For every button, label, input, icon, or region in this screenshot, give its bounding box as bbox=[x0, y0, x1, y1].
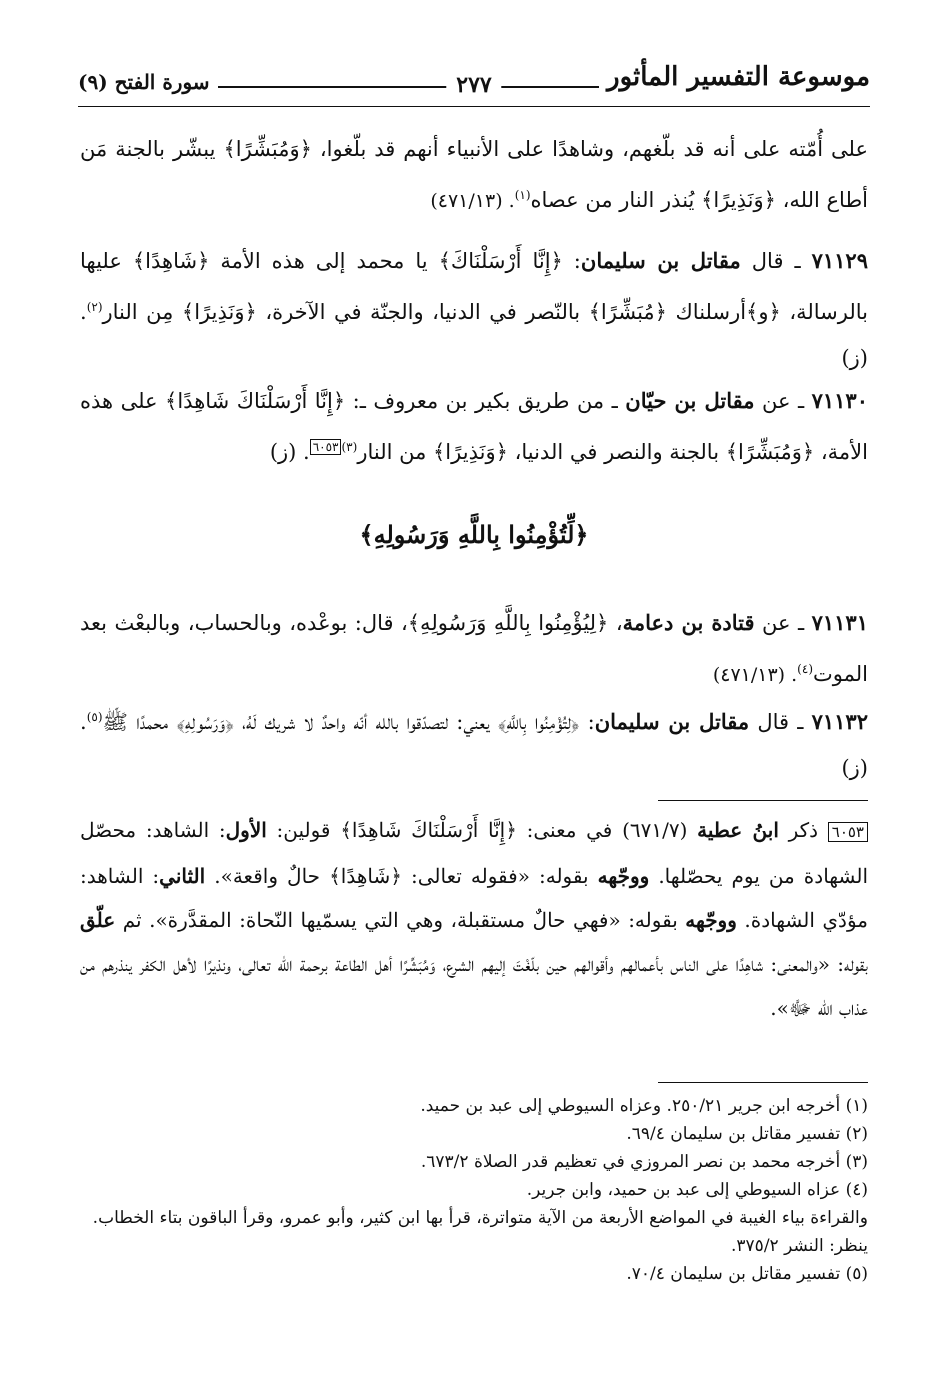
narration-connector: ـ قال bbox=[749, 710, 812, 734]
footnote-ref: (٥) bbox=[86, 710, 103, 724]
footnote-1: (١) أخرجه ابن جرير ٢٥٠/٢١. وعزاه السيوطي إلى عبد بن حميد. bbox=[420, 1096, 868, 1116]
note-text: : الشاهد: محصّل الشهادة من يوم يحصّلها. bbox=[80, 818, 869, 888]
surah-title: سورة الفتح (٩) bbox=[78, 70, 218, 94]
note-text: (٦٧١/٧) في معنى: ﴿إِنَّا أَرْسَلْنَاكَ شَاهِدًا﴾ قولين: bbox=[266, 818, 698, 842]
narration-text: ـ من طريق بكير بن معروف ـ: ﴿إِنَّا أَرْسَلْنَاكَ شَاهِدًا﴾ على هذه الأمة، ﴿وَمُبَشِّرًا﴾ بالجنة والنصر في الدنيا، ﴿وَنَذِيرًا﴾ من النار bbox=[80, 389, 868, 464]
footnote-4-continued: والقراءة بياء الغيبة في المواضع الأربعة من الآية متواترة، قرأ بها ابن كثير، وأبو عمرو، وقرأ الباقون بتاء الخطاب. ينظر: النشر ٣٧٥/٢. bbox=[92, 1208, 868, 1256]
narration-suffix: . (ز) bbox=[269, 440, 310, 464]
narration-71131 bbox=[80, 600, 868, 698]
narration-71129 bbox=[80, 238, 868, 381]
footnote-ref: (٤) bbox=[797, 662, 813, 676]
note-keyword: الأول bbox=[225, 818, 267, 842]
narration-text: : ﴿لِتُؤْمِنُوا بِاللَّهِ﴾ يعني: لتصدّقوا بالله أنّه واحدٌ لا شريك لَهُ، ﴿وَرَسُولِهِ﴾ محمدًا ﷺ bbox=[102, 710, 595, 734]
narration-connector: ـ عن bbox=[754, 611, 812, 635]
footnotes bbox=[80, 1092, 868, 1288]
narration-connector: ـ عن bbox=[754, 389, 812, 413]
narrator-name: قتادة بن دعامة bbox=[622, 610, 755, 635]
narration-71130 bbox=[80, 378, 868, 475]
footnote-ref: (١) bbox=[514, 188, 531, 202]
commentary-number-box: ٦٠٥٣ bbox=[828, 822, 868, 842]
narration-number: ٧١١٣١ bbox=[811, 610, 868, 635]
narration-text: ، ﴿لِيُؤْمِنُوا بِاللَّهِ وَرَسُولِهِ﴾، قال: بوعْده، وبالحساب، وبالبعْث بعد الموت bbox=[80, 611, 868, 686]
verse-heading: ﴿لِّتُؤْمِنُوا بِاللَّهِ وَرَسُولِهِ﴾ bbox=[359, 520, 589, 549]
volume-ref: . (٤٧١/١٣) bbox=[430, 190, 515, 212]
footnote-ref: (٢) bbox=[86, 300, 103, 314]
paragraph-text: على أُمّته على أنه قد بلّغهم، وشاهدًا على الأنبياء أنهم قد بلّغوا، ﴿وَمُبَشِّرًا﴾ يبشّر bbox=[172, 137, 868, 161]
note-keyword: ووجّهه bbox=[685, 908, 737, 932]
narrator-name: مقاتل بن سليمان bbox=[580, 248, 741, 273]
note-text: بقوله: «فهي حالٌ مستقبلة، وهي التي يسمّيها النّحاة: المقدَّرة». ثم bbox=[115, 908, 686, 932]
narration-connector: ـ قال bbox=[740, 249, 812, 273]
narrator-name: مقاتل بن سليمان bbox=[594, 709, 750, 734]
note-keyword: علّق bbox=[80, 908, 116, 932]
narration-71132 bbox=[80, 694, 868, 791]
commentary-note bbox=[80, 808, 868, 1030]
note-text: بقوله: «فقوله تعالى: ﴿شَاهِدًا﴾ حالٌ واقعة». bbox=[205, 864, 598, 888]
narration-text: : ﴿إِنَّا أَرْسَلْنَاكَ﴾ يا محمد إلى هذه الأمة ﴿شَاهِدًا﴾ عليها بالرسالة، ﴿و﴾أرسلناك ﴿مُبَشِّرًا﴾ بالنّصر في الدنيا، والجنّة في الآخرة، ﴿وَنَذِيرًا﴾ مِن النار bbox=[80, 249, 868, 324]
page-header bbox=[78, 60, 870, 110]
page-number: ٢٧٧ bbox=[446, 72, 501, 98]
footnote-5: (٥) تفسير مقاتل بن سليمان ٧٠/٤. bbox=[626, 1264, 868, 1284]
footnote-2: (٢) تفسير مقاتل بن سليمان ٦٩/٤. bbox=[626, 1124, 868, 1144]
narration-number: ٧١١٣٢ bbox=[811, 709, 868, 734]
header-rule-lower bbox=[78, 106, 870, 107]
volume-ref: . (٤٧١/١٣) bbox=[712, 664, 798, 686]
note-text: بقوله: «والمعنى: شاهِدًا على الناس بأعمالهم وأقوالهم حين بلّغْتَ إليهم الشرع، وَمُبَشِّرًا أهل الطاعة برحمة الله تعالى، ونذيرًا لأهل الكفر ينذرهم من عذاب الله ﷻ». bbox=[80, 952, 868, 1020]
commentary-separator bbox=[658, 800, 868, 801]
narration-number: ٧١١٢٩ bbox=[811, 248, 868, 273]
note-keyword: ووجّهه bbox=[597, 864, 650, 888]
note-keyword: الثاني bbox=[159, 864, 206, 888]
commentary-ref-box: ٦٠٥٣ bbox=[310, 439, 342, 455]
paragraph-continuation bbox=[80, 126, 868, 224]
narrator-name: مقاتل بن حيّان bbox=[625, 388, 755, 413]
footnote-4: (٤) عزاه السيوطي إلى عبد بن حميد، وابن جرير. bbox=[526, 1180, 868, 1200]
note-author: ابنُ عطية bbox=[697, 818, 779, 842]
note-text: ذكر bbox=[778, 818, 828, 842]
footnote-3: (٣) أخرجه محمد بن نصر المروزي في تعظيم قدر الصلاة ٦٧٣/٢. bbox=[420, 1152, 868, 1172]
book-title: موسوعة التفسير المأثور bbox=[599, 62, 870, 92]
footnote-separator bbox=[658, 1082, 868, 1083]
footnote-ref: (٣) bbox=[341, 440, 358, 454]
narration-suffix: . (ز) bbox=[80, 300, 868, 370]
note-text: : الشاهد: مؤدّي الشهادة. bbox=[80, 864, 868, 932]
narration-suffix: . (ز) bbox=[80, 710, 868, 780]
narration-number: ٧١١٣٠ bbox=[811, 388, 868, 413]
paragraph-text: بالجنة مَن أطاع الله، ﴿وَنَذِيرًا﴾ يُنذر النار من عصاه bbox=[80, 137, 868, 212]
